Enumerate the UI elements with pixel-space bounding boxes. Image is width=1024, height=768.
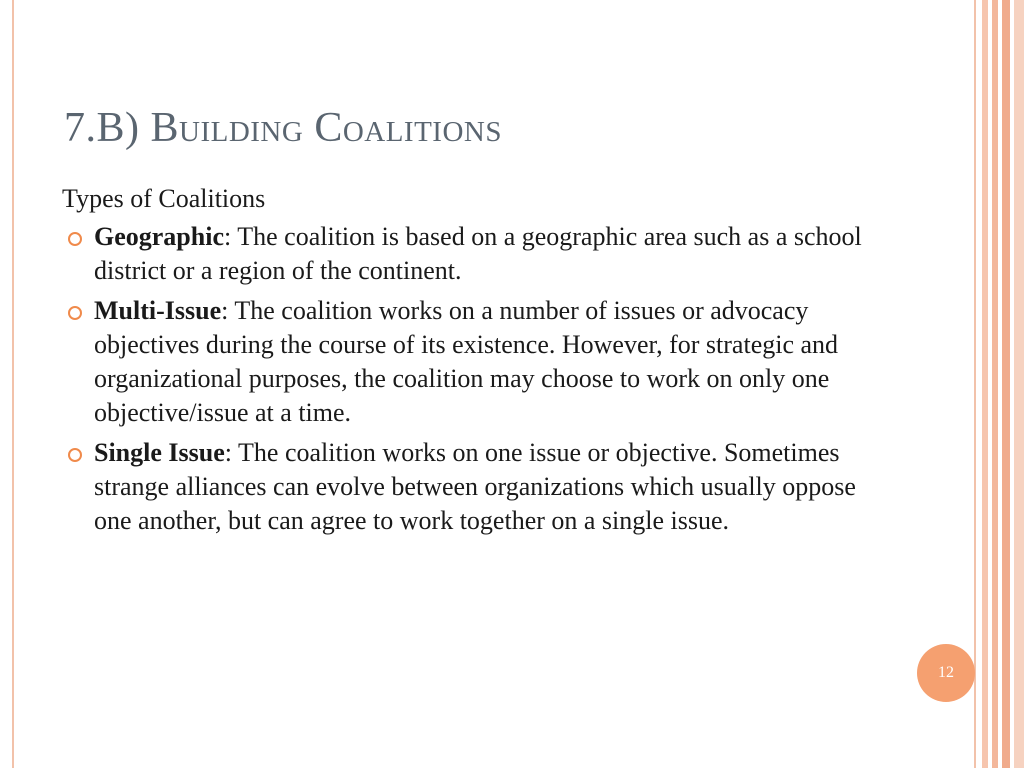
circle-outline-icon [68, 306, 82, 320]
bullet-item-multi-issue [62, 294, 862, 430]
slide-title: 7.B) Building Coalitions [64, 105, 502, 151]
bullet-item-geographic [62, 220, 862, 288]
stripe [1014, 0, 1024, 768]
bullet-term: Geographic [94, 222, 224, 251]
bullet-item-single-issue [62, 436, 862, 538]
stripe [992, 0, 998, 768]
subheading: Types of Coalitions [62, 184, 266, 213]
circle-outline-icon [68, 232, 82, 246]
bullet-term: Single Issue [94, 438, 225, 467]
stripe [1002, 0, 1010, 768]
slide-content [62, 182, 862, 544]
bullet-list [62, 220, 862, 538]
bullet-text: : The coalition works on one issue or objective. Sometimes strange alliances can evolve between organizations which usually oppose one another, but can agree to work together on a single issue. [94, 438, 856, 535]
decorative-stripes [978, 0, 1024, 768]
bullet-text: : The coalition works on a number of issues or advocacy objectives during the course of its existence. However, for strategic and organizational purposes, the coalition may choose to work on only one objective/issue at a time. [94, 296, 839, 427]
bullet-text: : The coalition is based on a geographic area such as a school district or a region of the continent. [94, 222, 862, 285]
stripe [982, 0, 988, 768]
page-number-badge: 12 [917, 644, 975, 702]
circle-outline-icon [68, 448, 82, 462]
bullet-term: Multi-Issue [94, 296, 222, 325]
